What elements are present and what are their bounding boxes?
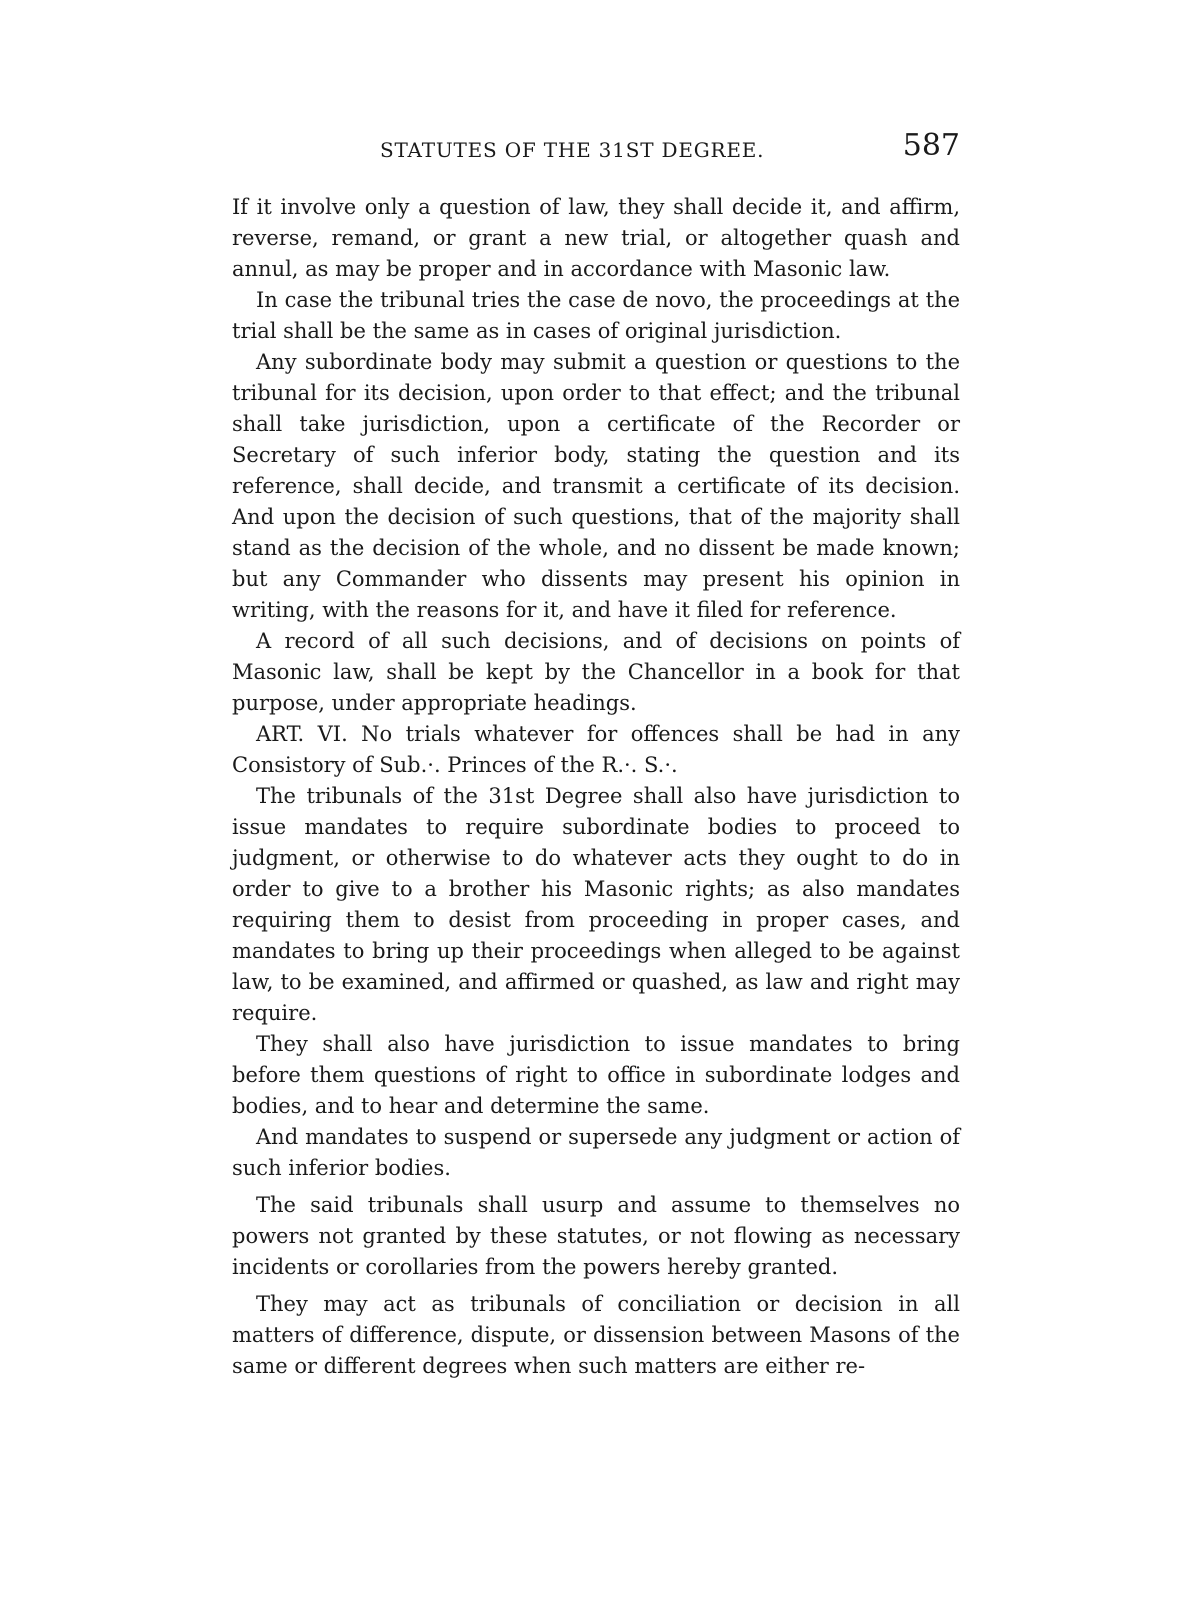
paragraph-4: A record of all such decisions, and of decisions on points of Masonic law, shall be kept by the Chancellor in a book for that purpose, under appropriate headings. <box>232 629 960 715</box>
paragraph-2: In case the tribunal tries the case de novo, the proceedings at the trial shall be the same as in cases of original jurisdiction. <box>232 288 960 343</box>
paragraph-9: The said tribunals shall usurp and assume to themselves no powers not granted by these statutes, or not flowing as necessary incidents or corollaries from the powers hereby granted. <box>232 1193 960 1279</box>
paragraph-8: And mandates to suspend or supersede any judgment or action of such inferior bodies. <box>232 1125 960 1180</box>
paragraph-10: They may act as tribunals of conciliation or decision in all matters of difference, dispute, or dissension between Masons of the same or different degrees when such matters are either re- <box>232 1292 960 1378</box>
paragraph-1: If it involve only a question of law, they shall decide it, and affirm, reverse, remand, or grant a new trial, or altogether quash and annul, as may be proper and in accordance with Masonic law. <box>232 195 960 281</box>
running-head <box>232 128 960 168</box>
page-number: 587 <box>902 128 960 163</box>
paragraph-7: They shall also have jurisdiction to issue mandates to bring before them questions of right to office in subordinate lodges and bodies, and to hear and determine the same. <box>232 1032 960 1118</box>
running-head-title: STATUTES OF THE 31ST DEGREE. <box>380 138 765 162</box>
paragraph-6: The tribunals of the 31st Degree shall also have jurisdiction to issue mandates to require subordinate bodies to proceed to judgment, or otherwise to do whatever acts they ought to do in order to give to a brother his Masonic rights; as also mandates requiring them to desist from proceeding in proper cases, and mandates to bring up their proceedings when alleged to be against law, to be examined, and affirmed or quashed, as law and right may require. <box>232 784 960 1025</box>
paragraph-3: Any subordinate body may submit a question or questions to the tribunal for its decision, upon order to that effect; and the tribunal shall take jurisdiction, upon a certificate of the Recorder or Secretary of such inferior body, stating the question and its reference, shall decide, and transmit a certificate of its decision. And upon the decision of such questions, that of the majority shall stand as the decision of the whole, and no dissent be made known; but any Commander who dissents may present his opinion in writing, with the reasons for it, and have it filed for reference. <box>232 350 960 622</box>
paragraph-article-6: ART. VI. No trials whatever for offences shall be had in any Consistory of Sub.·. Princes of the R.·. S.·. <box>232 722 960 777</box>
text-body <box>232 192 960 1382</box>
